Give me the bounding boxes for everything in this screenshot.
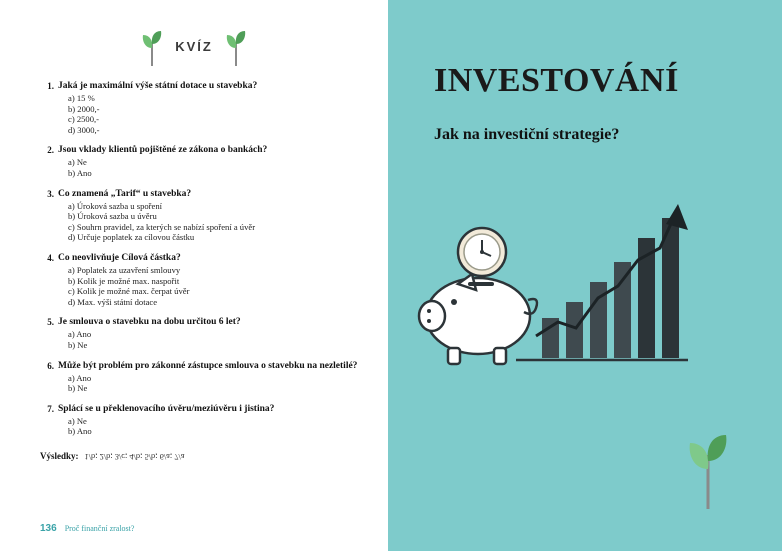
answer-option: b) Ne [68,383,88,394]
chapter-title: INVESTOVÁNÍ [434,62,679,99]
footer-chapter-label: Proč finanční zralost? [64,524,135,533]
answer-option: a) Ano [68,372,92,383]
answer-list [58,201,358,243]
answer-option: c) 2500,- [68,114,100,125]
question-number: 6. [47,360,54,371]
quiz-question [40,403,358,437]
quiz-header [0,22,388,70]
answer-list [58,157,358,178]
piggy-bank-growth-chart-illustration [416,190,746,390]
answer-option: a) Ano [68,329,92,340]
page-footer [40,523,134,534]
quiz-question [40,188,358,243]
quiz-question [40,360,358,394]
quiz-title: KVÍZ [175,38,213,54]
quiz-question [40,316,358,350]
answer-option: b) Ne [68,339,88,350]
question-text: Může být problém pro zákonné zástupce smlouva o stavebku na nezletilé? [58,360,358,371]
answer-option: a) 15 % [68,93,95,103]
answer-option: d) 3000,- [68,124,100,135]
answer-option: a) Ne [68,157,87,168]
question-number: 2. [47,145,54,156]
question-number: 7. [47,403,54,414]
chapter-subtitle: Jak na investiční strategie? [434,126,620,143]
sprout-decoration-icon [682,421,734,511]
question-text: Je smlouva o stavebku na dobu určitou 6 let? [58,317,241,328]
question-number: 1. [47,81,54,91]
quiz-question [40,252,358,307]
answer-option: d) Určuje poplatek za cílovou částku [68,232,195,243]
answer-option: b) Kolik je možné max. naspořit [68,275,180,286]
question-text: Co znamená „Tarif“ u stavebka? [58,188,192,199]
answer-option: b) Ano [68,426,92,437]
answer-option: a) Poplatek za uzavření smlouvy [68,264,181,275]
question-number: 5. [47,317,54,328]
answer-list [58,416,358,437]
question-text: Jaká je maximální výše státní dotace u stavebka? [58,81,258,91]
question-text: Splácí se u překlenovacího úvěru/meziúvěru i jistina? [58,403,275,414]
answer-option: d) Max. výši státní dotace [68,296,158,307]
quiz-question [40,80,358,135]
quiz-results [40,451,358,461]
answer-list [58,93,358,135]
left-page [0,0,388,551]
answer-list [58,329,358,350]
results-label: Výsledky: [40,450,79,461]
answer-option: c) Souhrn pravidel, za kterých se nabízí spoření a úvěr [68,221,256,232]
question-text: Co neovlivňuje Cílová částka? [58,252,181,263]
answer-option: b) Úroková sazba u úvěru [68,211,157,222]
sprout-icon-left [139,24,165,68]
question-number: 4. [47,252,54,263]
answer-option: a) Úroková sazba u spoření [68,200,163,211]
answer-list [58,265,358,307]
quiz-question [40,144,358,178]
sprout-icon-right [223,24,249,68]
quiz-question-list [40,80,358,461]
answer-option: b) Ano [68,167,92,178]
question-number: 3. [47,188,54,199]
results-values: 1/b; 2/b; 3/c; 4/b; 5/b; 6/a; 7/a [84,451,185,461]
page-number: 136 [40,523,57,534]
question-text: Jsou vklady klientů pojištěné ze zákona o bankách? [58,145,268,156]
right-page [388,0,782,551]
answer-option: c) Kolik je možné max. čerpat úvěr [68,286,190,297]
answer-option: b) 2000,- [68,103,100,114]
answer-list [58,373,358,394]
answer-option: a) Ne [68,415,87,426]
